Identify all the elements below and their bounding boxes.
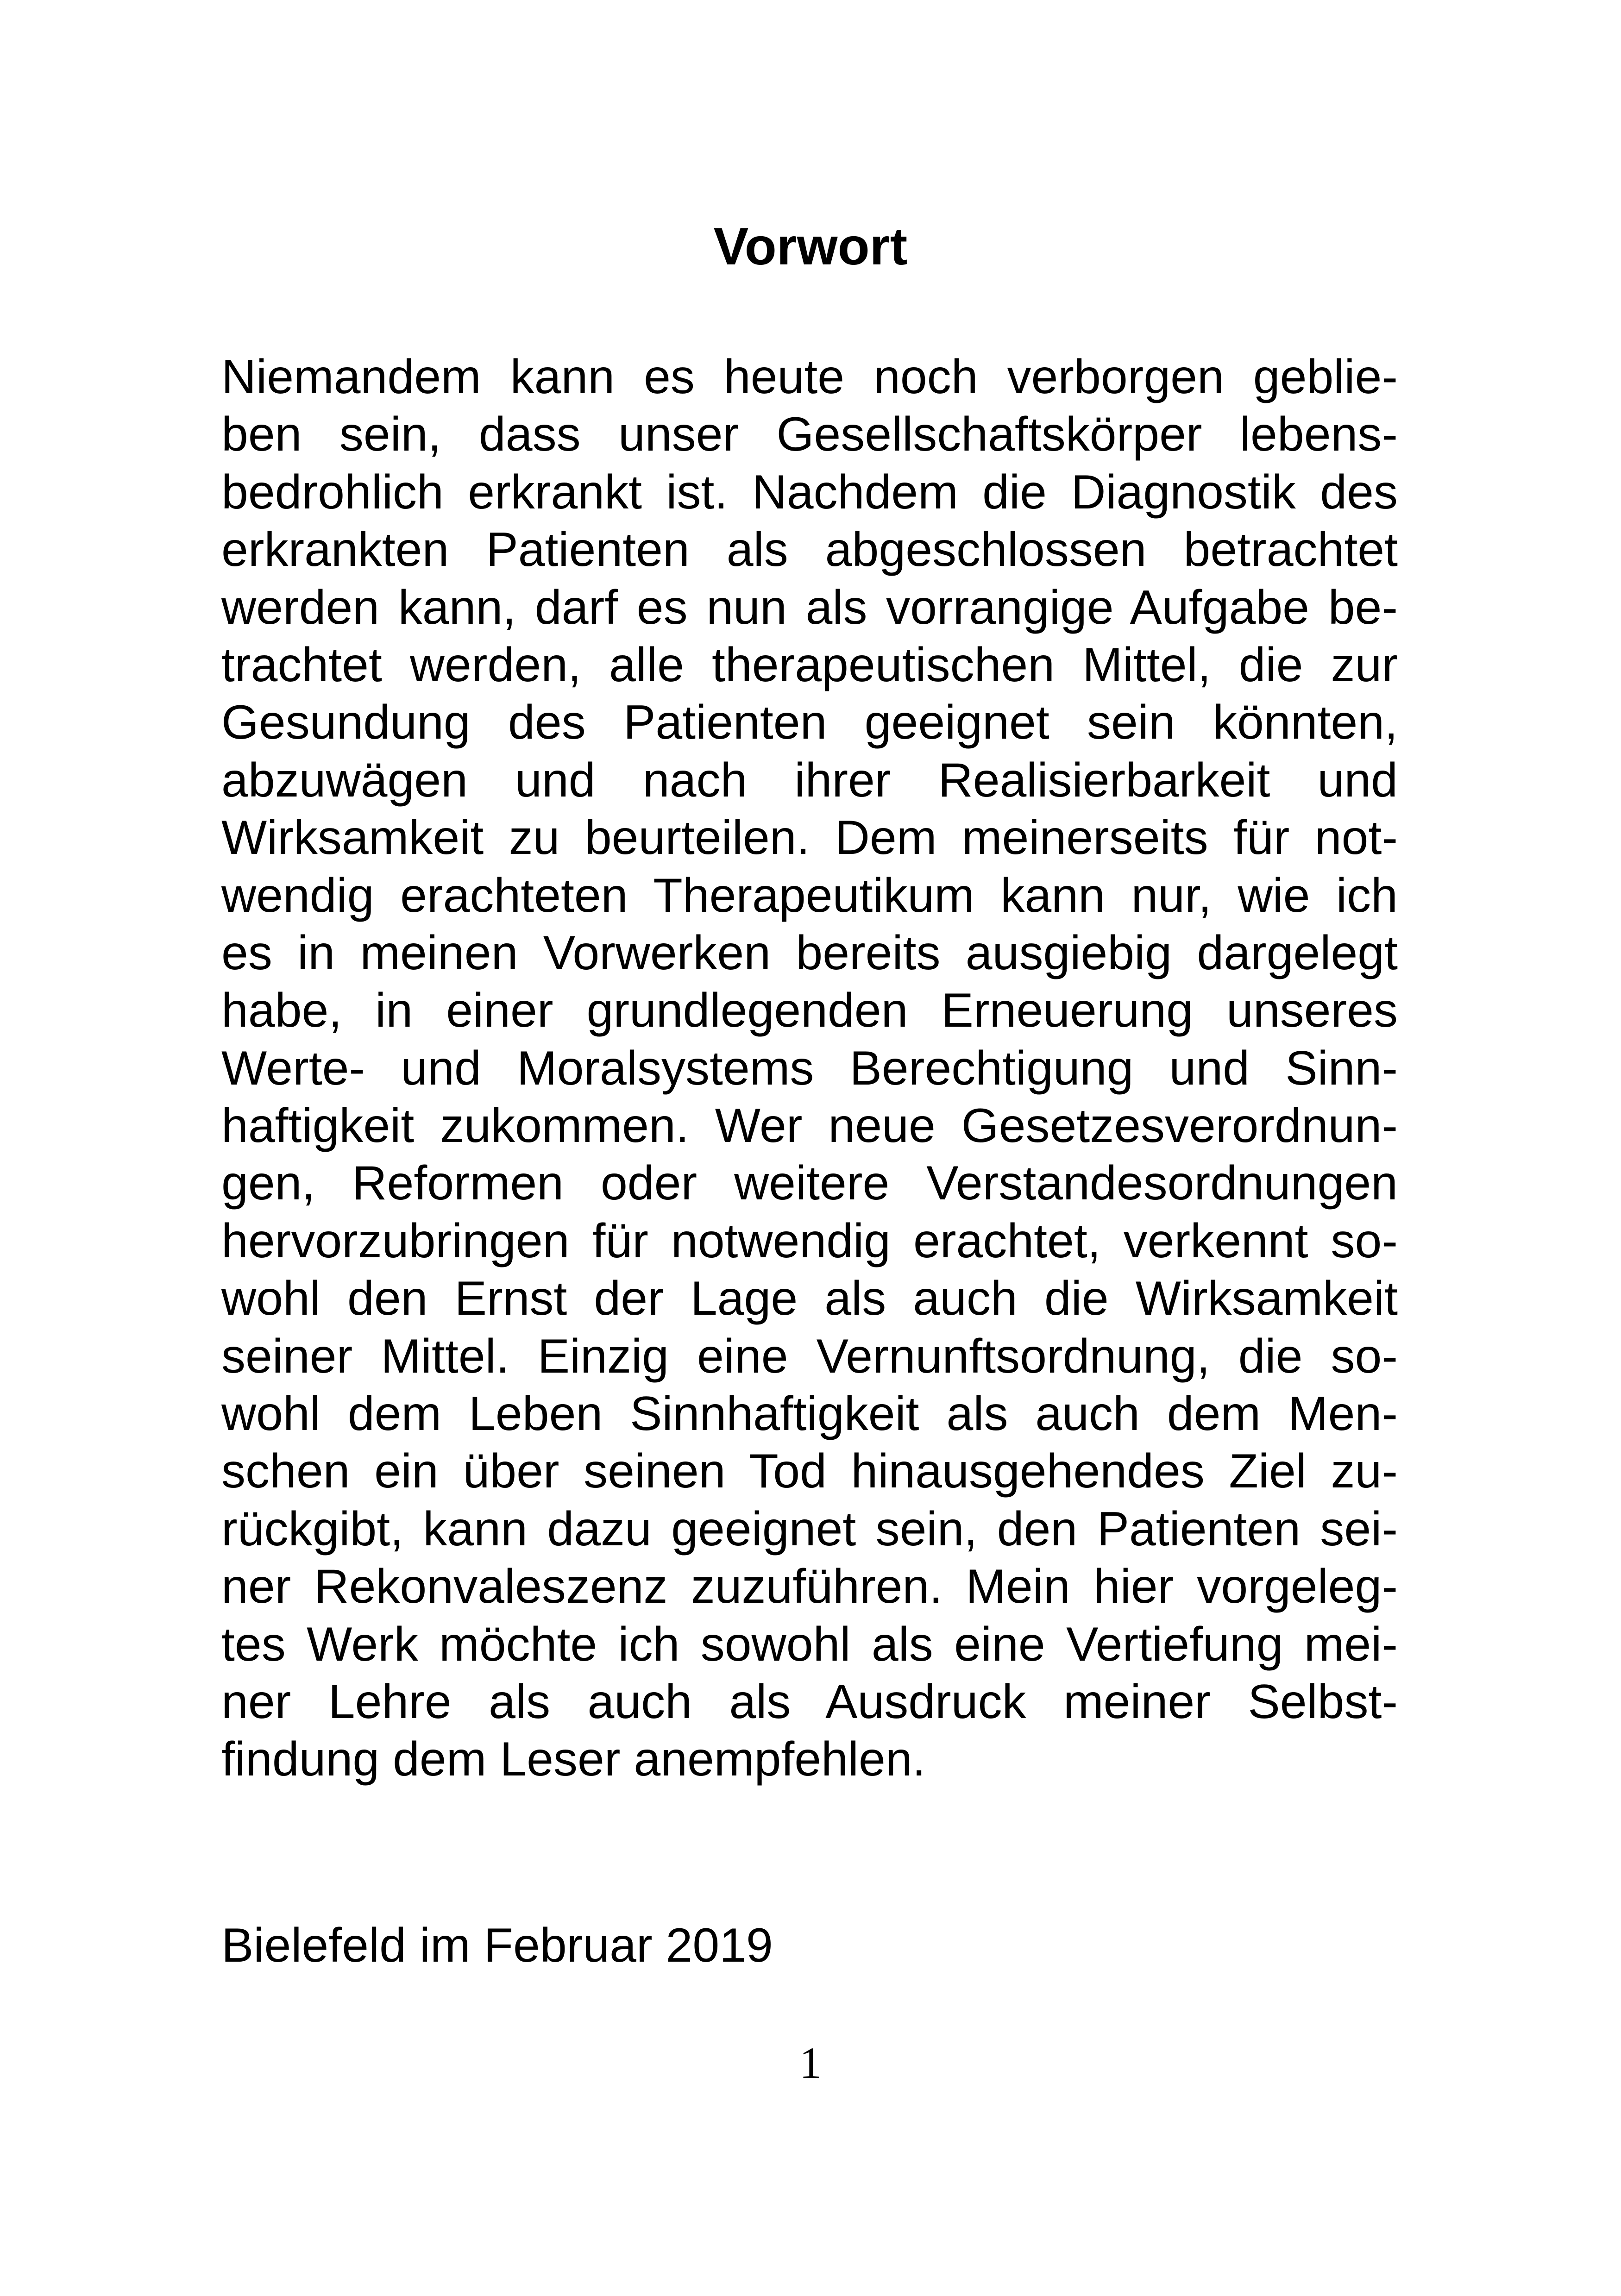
paragraph-line: erkrankten Patienten als abgeschlossen betrachtet [221,523,1398,577]
paragraph-line: haftigkeit zukommen. Wer neue Gesetzesverordnun- [221,1099,1398,1153]
paragraph-line: ner Lehre als auch als Ausdruck meiner Selbst- [221,1675,1398,1729]
paragraph-line: werden kann, darf es nun als vorrangige Aufgabe be- [221,580,1398,634]
paragraph-line: seiner Mittel. Einzig eine Vernunftsordnung, die so- [221,1329,1398,1383]
paragraph-line: wendig erachteten Therapeutikum kann nur, wie ich [221,868,1398,922]
paragraph-line: es in meinen Vorwerken bereits ausgiebig dargelegt [221,926,1398,980]
paragraph-line: ner Rekonvaleszenz zuzuführen. Mein hier vorgeleg- [221,1560,1398,1614]
paragraph-line: abzuwägen und nach ihrer Realisierbarkeit und [221,753,1398,807]
paragraph-line: schen ein über seinen Tod hinausgehendes Ziel zu- [221,1444,1398,1499]
paragraph-line: Wirksamkeit zu beurteilen. Dem meinerseits für not- [221,811,1398,865]
paragraph-line: habe, in einer grundlegenden Erneuerung unseres [221,984,1398,1038]
paragraph-line-last: findung dem Leser anempfehlen. [221,1732,926,1787]
paragraph-line: Gesundung des Patienten geeignet sein könnten, [221,696,1398,750]
place-and-date: Bielefeld im Februar 2019 [221,1919,773,1972]
paragraph-line: rückgibt, kann dazu geeignet sein, den Patienten sei- [221,1502,1398,1556]
paragraph-line: Werte- und Moralsystems Berechtigung und Sinn- [221,1041,1398,1095]
paragraph-line: tes Werk möchte ich sowohl als eine Vertiefung mei- [221,1617,1398,1671]
page-number: 1 [799,2038,822,2088]
foreword-paragraph [221,348,1398,1788]
page-title: Vorwort [713,217,908,276]
paragraph-line: gen, Reformen oder weitere Verstandesordnungen [221,1156,1398,1211]
paragraph-line: bedrohlich erkrankt ist. Nachdem die Diagnostik des [221,465,1398,519]
paragraph-line: Niemandem kann es heute noch verborgen geblie- [221,350,1398,404]
paragraph-line: trachtet werden, alle therapeutischen Mittel, die zur [221,638,1398,692]
paragraph-line: hervorzubringen für notwendig erachtet, verkennt so- [221,1214,1398,1268]
paragraph-line: wohl den Ernst der Lage als auch die Wirksamkeit [221,1272,1398,1326]
paragraph-line: wohl dem Leben Sinnhaftigkeit als auch dem Men- [221,1387,1398,1441]
paragraph-line: ben sein, dass unser Gesellschaftskörper lebens- [221,408,1398,462]
